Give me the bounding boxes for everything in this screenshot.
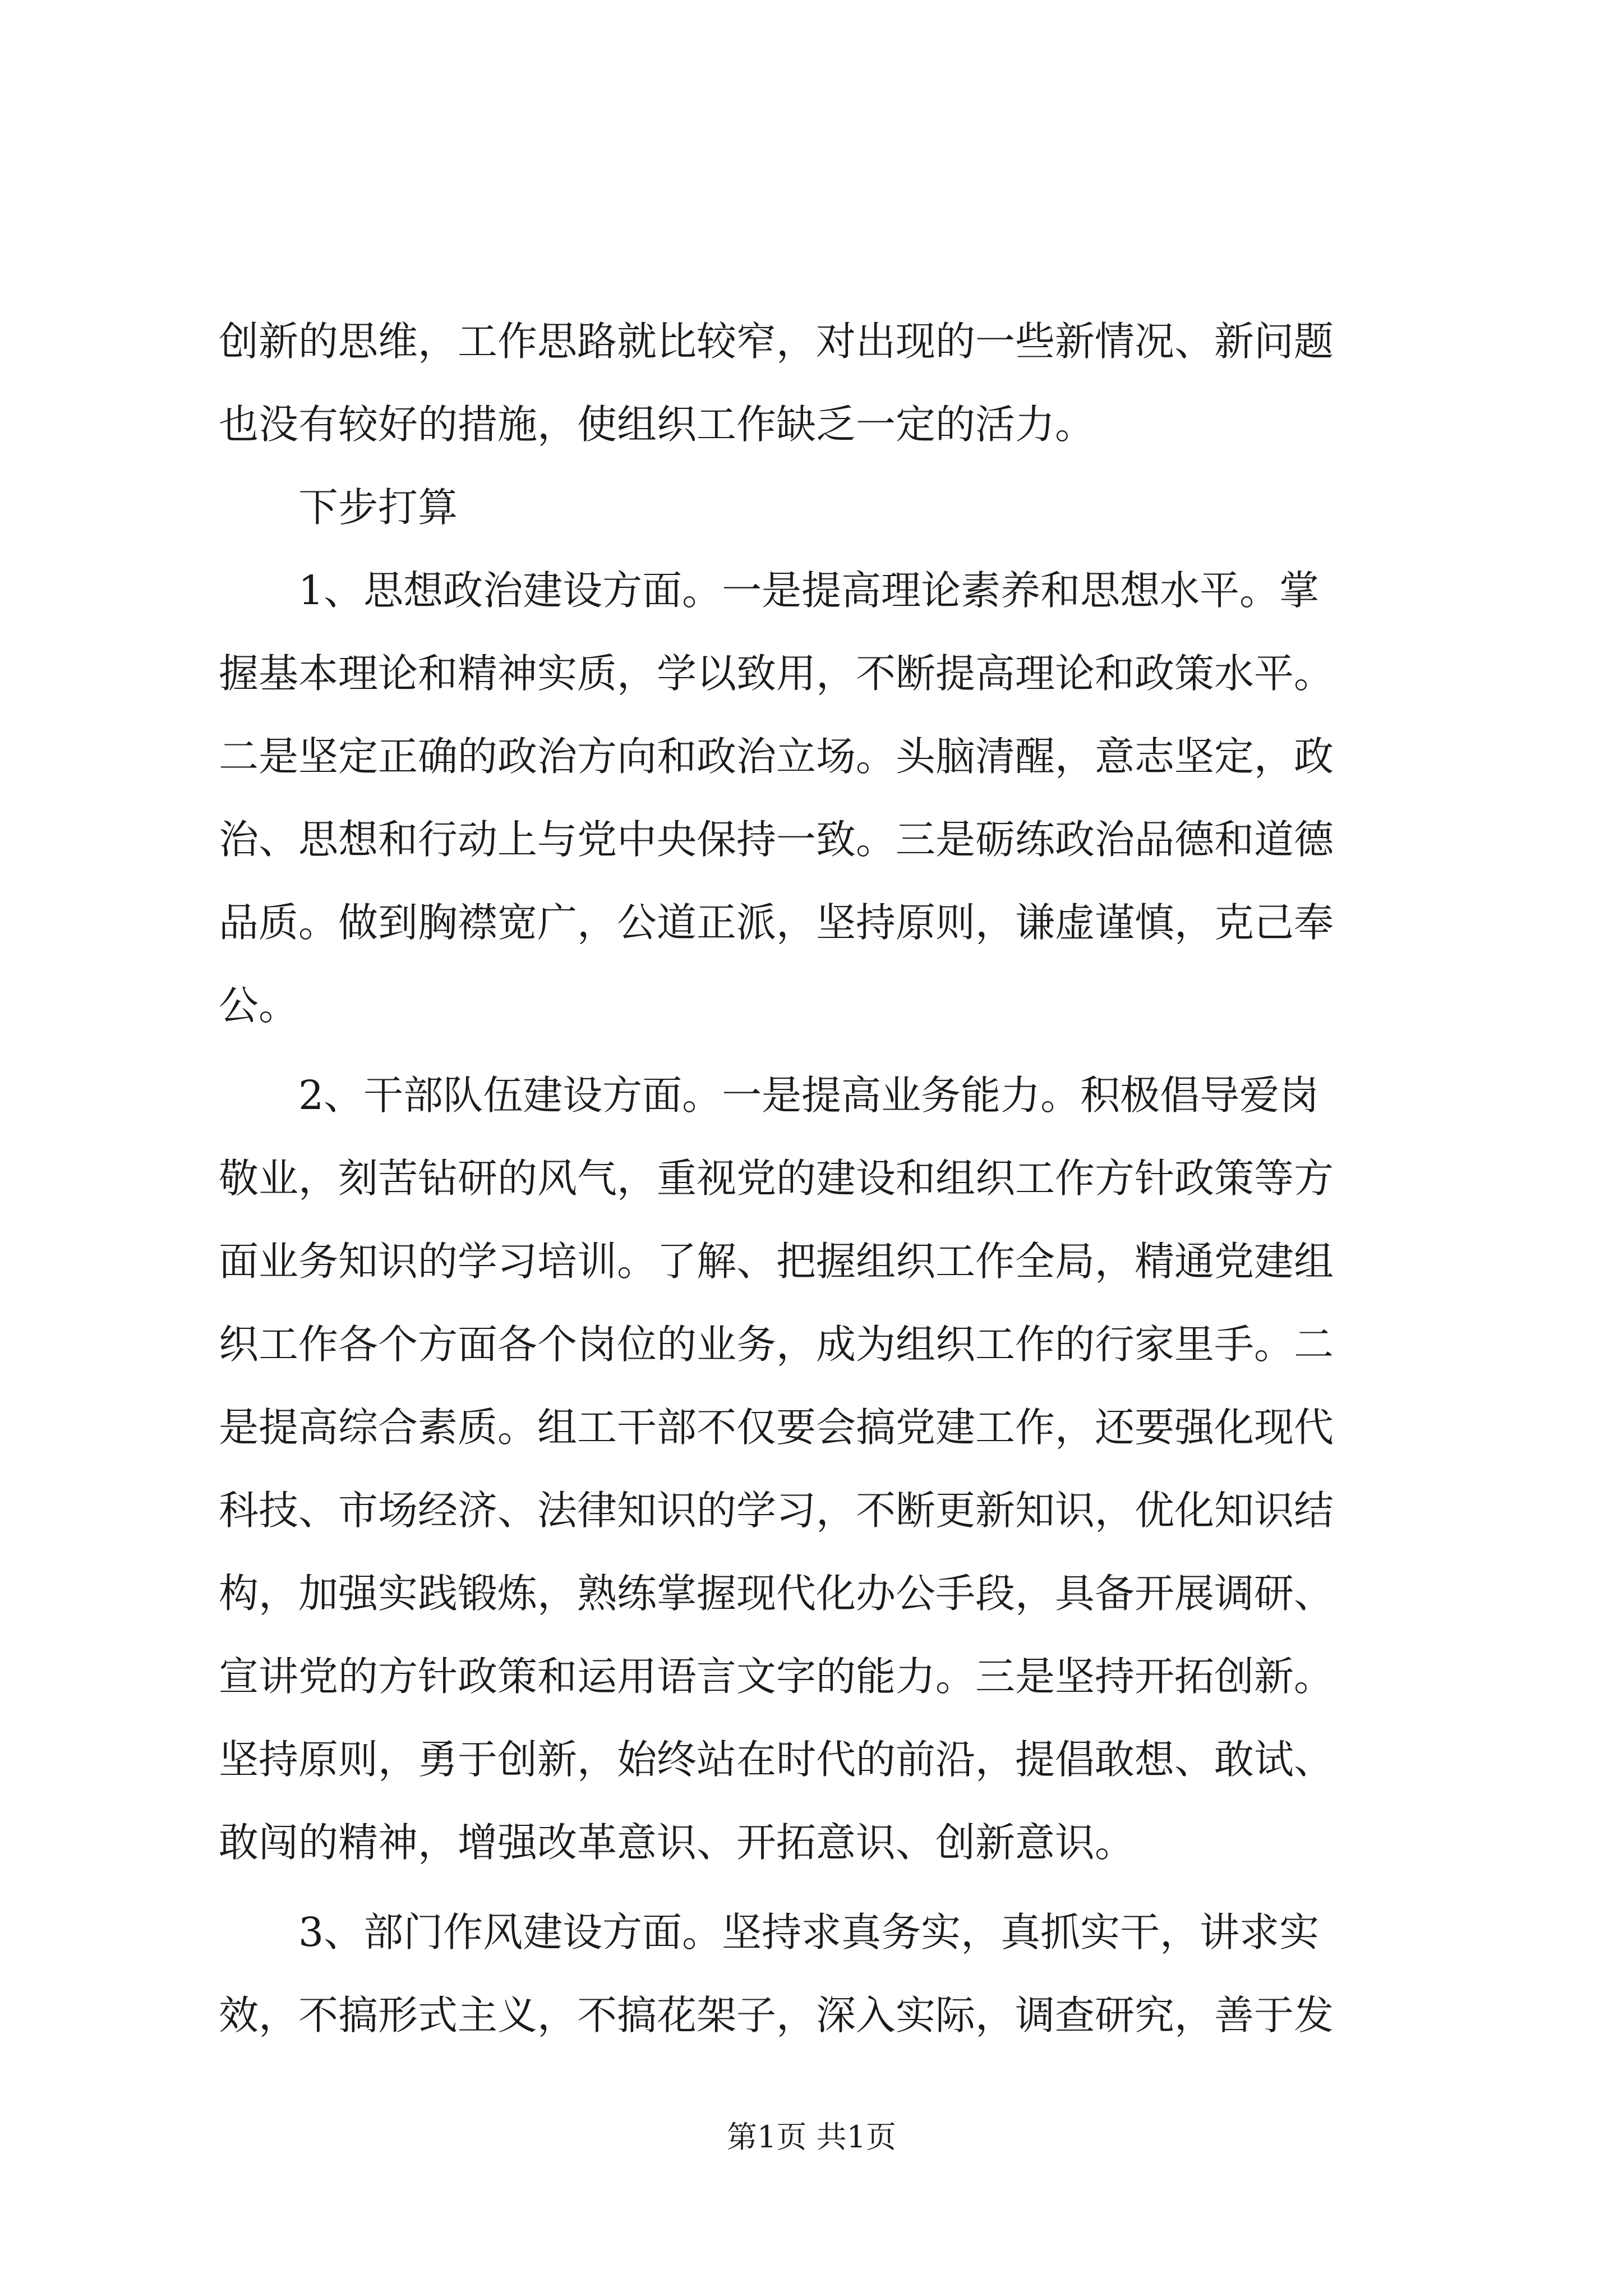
paragraph-start: 1、思想政治建设方面。一是提高理论素养和思想水平。掌	[298, 567, 1320, 614]
text-line: 治、思想和行动上与党中央保持一致。三是砺练政治品德和道德	[219, 816, 1334, 863]
text-line: 效，不搞形式主义，不搞花架子，深入实际，调查研究，善于发	[219, 1992, 1334, 2039]
text-line: 宣讲党的方针政策和运用语言文字的能力。三是坚持开拓创新。	[219, 1653, 1334, 1700]
text-line: 也没有较好的措施，使组织工作缺乏一定的活力。	[219, 401, 1095, 448]
text-line: 坚持原则，勇于创新，始终站在时代的前沿，提倡敢想、敢试、	[219, 1736, 1334, 1783]
text-line: 握基本理论和精神实质，学以致用，不断提高理论和政策水平。	[219, 650, 1334, 697]
text-line: 构，加强实践锻炼，熟练掌握现代化办公手段，具备开展调研、	[219, 1570, 1334, 1617]
text-line: 是提高综合素质。组工干部不仅要会搞党建工作，还要强化现代	[219, 1404, 1334, 1451]
text-line: 面业务知识的学习培训。了解、把握组织工作全局，精通党建组	[219, 1238, 1334, 1285]
text-line: 创新的思维，工作思路就比较窄，对出现的一些新情况、新问题	[219, 318, 1334, 365]
text-line: 公。	[219, 982, 299, 1029]
text-line: 敬业，刻苦钻研的风气，重视党的建设和组织工作方针政策等方	[219, 1155, 1334, 1202]
paragraph-start: 2、干部队伍建设方面。一是提高业务能力。积极倡导爱岗	[298, 1072, 1320, 1119]
text-line: 织工作各个方面各个岗位的业务，成为组织工作的行家里手。二	[219, 1321, 1334, 1368]
text-line: 品质。做到胸襟宽广，公道正派，坚持原则，谦虚谨慎，克己奉	[219, 899, 1334, 946]
text-line: 敢闯的精神，增强改革意识、开拓意识、创新意识。	[219, 1819, 1135, 1866]
page-footer: 第1页 共1页	[727, 2119, 896, 2155]
text-line: 科技、市场经济、法律知识的学习，不断更新知识，优化知识结	[219, 1487, 1334, 1534]
section-heading: 下步打算	[298, 484, 458, 531]
text-line: 二是坚定正确的政治方向和政治立场。头脑清醒，意志坚定，政	[219, 733, 1334, 780]
body-text	[219, 300, 1430, 2057]
paragraph-start: 3、部门作风建设方面。坚持求真务实，真抓实干，讲求实	[298, 1909, 1320, 1955]
